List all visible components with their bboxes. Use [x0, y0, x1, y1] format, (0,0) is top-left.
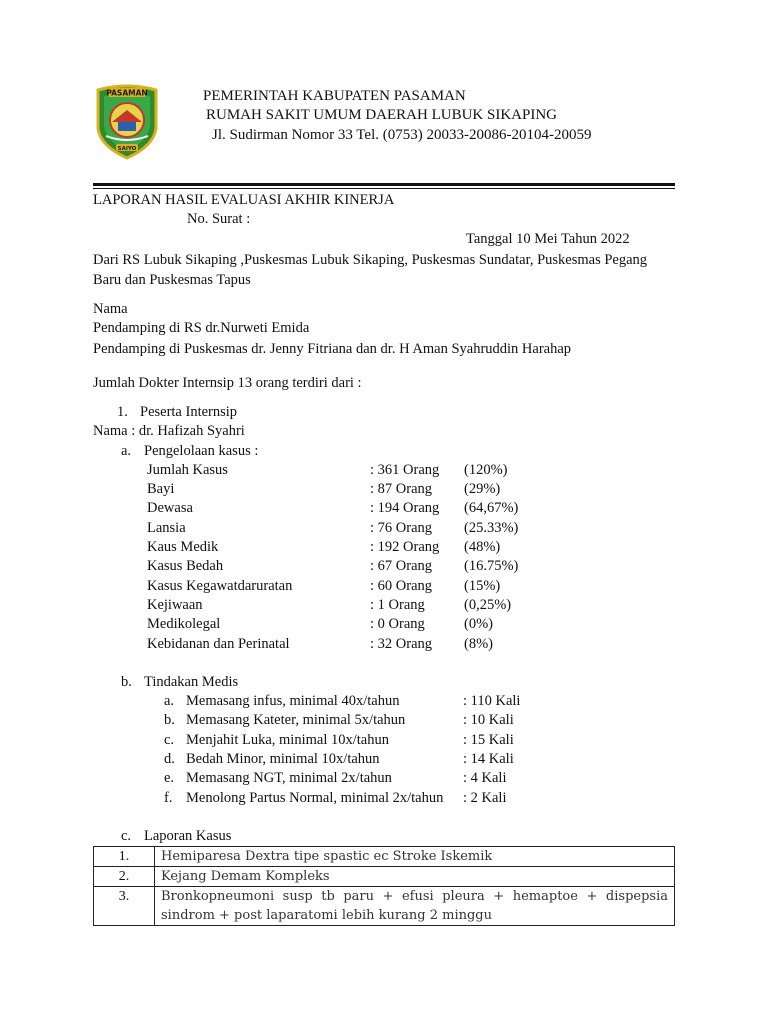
case-percent: (0%): [464, 616, 493, 632]
procedure-count: : 14 Kali: [463, 751, 514, 767]
procedure-row: [0, 711, 768, 730]
case-label: Kasus Bedah: [147, 558, 224, 574]
letter-date: Tanggal 10 Mei Tahun 2022: [466, 231, 630, 247]
procedure-count: : 15 Kali: [463, 732, 514, 748]
name-label: Nama: [93, 301, 128, 317]
case-value: : 60 Orang: [370, 578, 433, 594]
case-row: [0, 577, 768, 596]
procedure-marker: a.: [164, 693, 175, 709]
procedure-label: Bedah Minor, minimal 10x/tahun: [186, 751, 380, 767]
procedure-label: Memasang infus, minimal 40x/tahun: [186, 693, 400, 709]
table-row: [94, 887, 675, 926]
hospital-supervisor: Pendamping di RS dr.Nurweti Emida: [93, 320, 310, 336]
case-value: : 361 Orang: [370, 462, 440, 478]
case-row: [0, 461, 768, 480]
intern-count: Jumlah Dokter Internsip 13 orang terdiri dari :: [93, 375, 362, 391]
case-label: Kejiwaan: [147, 597, 203, 613]
section-c-marker: c.: [121, 828, 132, 844]
case-row: [0, 538, 768, 557]
procedure-marker: d.: [164, 751, 175, 767]
case-report-text: Hemiparesa Dextra tipe spastic ec Stroke Iskemik: [155, 847, 675, 867]
letterhead-address: Jl. Sudirman Nomor 33 Tel. (0753) 20033-20086-20104-20059: [212, 127, 592, 143]
case-report-number: 2.: [94, 867, 155, 887]
case-row: [0, 480, 768, 499]
case-row: [0, 635, 768, 654]
case-label: Kebidanan dan Perinatal: [147, 636, 290, 652]
procedure-row: [0, 789, 768, 808]
case-label: Medikolegal: [147, 616, 221, 632]
procedure-marker: e.: [164, 770, 175, 786]
case-label: Dewasa: [147, 500, 193, 516]
procedure-count: : 2 Kali: [463, 790, 507, 806]
procedure-row: [0, 692, 768, 711]
letterhead-hospital: RUMAH SAKIT UMUM DAERAH LUBUK SIKAPING: [206, 107, 557, 123]
section-a-heading: Pengelolaan kasus :: [144, 443, 259, 459]
procedure-count: : 110 Kali: [463, 693, 521, 709]
case-percent: (48%): [464, 539, 501, 555]
case-value: : 87 Orang: [370, 481, 433, 497]
case-row: [0, 615, 768, 634]
letter-number: No. Surat :: [187, 211, 251, 227]
case-report-text: Kejang Demam Kompleks: [155, 867, 675, 887]
case-percent: (120%): [464, 462, 508, 478]
case-label: Kaus Medik: [147, 539, 219, 555]
letterhead-government: PEMERINTAH KABUPATEN PASAMAN: [203, 88, 466, 104]
logo-bottom-label: SAIYO: [117, 146, 137, 152]
case-percent: (64,67%): [464, 500, 519, 516]
procedure-label: Memasang Kateter, minimal 5x/tahun: [186, 712, 406, 728]
procedure-label: Memasang NGT, minimal 2x/tahun: [186, 770, 392, 786]
section-a-marker: a.: [121, 443, 132, 459]
case-percent: (0,25%): [464, 597, 512, 613]
case-value: : 67 Orang: [370, 558, 433, 574]
case-row: [0, 519, 768, 538]
case-value: : 32 Orang: [370, 636, 433, 652]
table-row: [94, 867, 675, 887]
source-line-2: Baru dan Puskesmas Tapus: [93, 272, 251, 288]
case-label: Bayi: [147, 481, 175, 497]
participant-number: 1.: [117, 404, 128, 420]
case-label: Jumlah Kasus: [147, 462, 228, 478]
case-row: [0, 596, 768, 615]
logo-top-label: PASAMAN: [106, 88, 148, 98]
procedure-row: [0, 750, 768, 769]
case-percent: (29%): [464, 481, 501, 497]
letterhead-rule-thick: [93, 183, 675, 186]
case-report-number: 1.: [94, 847, 155, 867]
section-b-heading: Tindakan Medis: [144, 674, 239, 690]
procedure-count: : 4 Kali: [463, 770, 507, 786]
procedure-count: : 10 Kali: [463, 712, 514, 728]
procedure-marker: f.: [164, 790, 173, 806]
case-row: [0, 557, 768, 576]
participant-name: Nama : dr. Hafizah Syahri: [93, 423, 245, 439]
case-percent: (25.33%): [464, 520, 519, 536]
case-row: [0, 499, 768, 518]
case-report-text: Bronkopneumoni susp tb paru + efusi pleura + hemaptoe + dispepsia sindrom + post laparatomi lebih kurang 2 minggu: [155, 887, 675, 926]
case-report-number: 3.: [94, 887, 155, 926]
procedure-label: Menjahit Luka, minimal 10x/tahun: [186, 732, 389, 748]
case-label: Lansia: [147, 520, 186, 536]
case-label: Kasus Kegawatdaruratan: [147, 578, 293, 594]
procedure-label: Menolong Partus Normal, minimal 2x/tahun: [186, 790, 444, 806]
case-value: : 76 Orang: [370, 520, 433, 536]
procedure-row: [0, 731, 768, 750]
procedure-row: [0, 769, 768, 788]
source-line-1: Dari RS Lubuk Sikaping ,Puskesmas Lubuk Sikaping, Puskesmas Sundatar, Puskesmas Pegang: [93, 252, 648, 268]
table-row: [94, 847, 675, 867]
case-value: : 194 Orang: [370, 500, 440, 516]
procedure-marker: b.: [164, 712, 175, 728]
case-percent: (16.75%): [464, 558, 519, 574]
case-report-table: [93, 846, 675, 926]
letterhead-rule-thin: [93, 188, 675, 189]
case-value: : 1 Orang: [370, 597, 425, 613]
case-value: : 192 Orang: [370, 539, 440, 555]
case-percent: (8%): [464, 636, 493, 652]
pasaman-regency-logo: [96, 84, 158, 160]
case-value: : 0 Orang: [370, 616, 425, 632]
section-b-marker: b.: [121, 674, 132, 690]
procedure-marker: c.: [164, 732, 175, 748]
case-percent: (15%): [464, 578, 501, 594]
document-title: LAPORAN HASIL EVALUASI AKHIR KINERJA: [93, 192, 395, 208]
puskesmas-supervisor: Pendamping di Puskesmas dr. Jenny Fitriana dan dr. H Aman Syahruddin Harahap: [93, 341, 572, 357]
participant-heading: Peserta Internsip: [140, 404, 238, 420]
section-c-heading: Laporan Kasus: [144, 828, 232, 844]
